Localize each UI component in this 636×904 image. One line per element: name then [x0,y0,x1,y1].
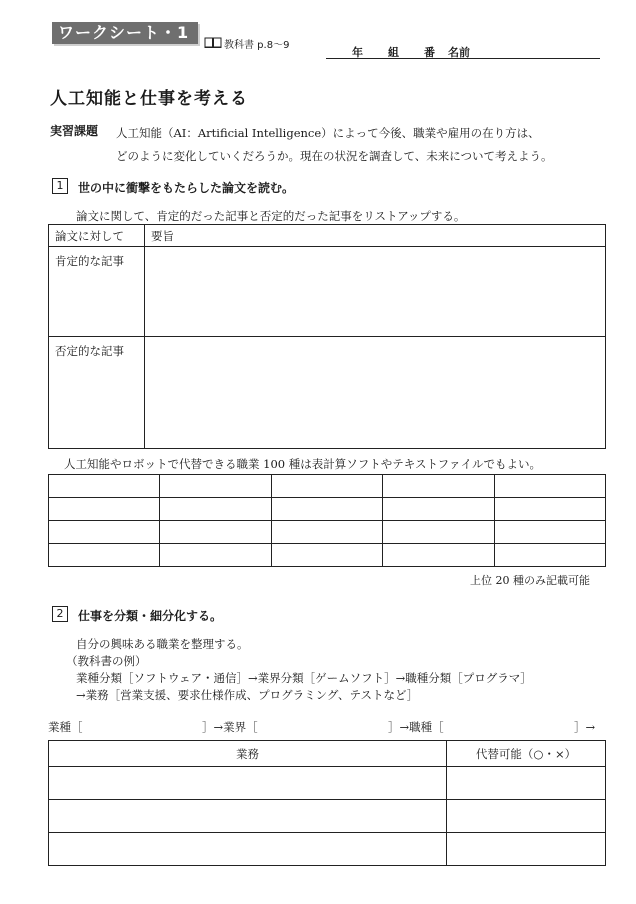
section2-line-1: 自分の興味ある職業を整理する。 [76,637,249,651]
jobs-cell[interactable] [271,475,382,498]
replaceable-cell[interactable] [447,800,606,833]
section2-line-2: （教科書の例） [66,654,147,668]
jobs-cell[interactable] [49,544,160,567]
jobs-grid [48,474,606,567]
task-line-2: どのように変化していくだろうか。現在の状況を調査して、未来について考えよう。 [116,149,553,163]
jobs-cell[interactable] [271,521,382,544]
task-cell[interactable] [49,833,447,866]
section1-number: 1 [52,178,68,194]
section2-title: 仕事を分類・細分化する。 [78,609,223,623]
task-cell[interactable] [49,767,447,800]
jobs-cell[interactable] [494,521,605,544]
page-title: 人工知能と仕事を考える [50,89,248,109]
jobs-cell[interactable] [49,475,160,498]
tasks-table [48,740,606,866]
jobs-cell[interactable] [271,544,382,567]
task-description [116,122,611,168]
jobs-cell[interactable] [271,498,382,521]
section1-title: 世の中に衝撃をもたらした論文を読む。 [78,181,295,195]
task-label: 実習課題 [50,124,99,138]
fill-end-label: ］→ [574,720,596,734]
year-label: 年 [352,46,363,59]
jobs-cell[interactable] [383,475,494,498]
textbook-reference: 教科書 p.8〜9 [224,40,290,51]
jobs-cell[interactable] [160,521,271,544]
tasks-header-task: 業務 [49,741,447,767]
articles-header-stance: 論文に対して [49,225,145,247]
class-label: 組 [388,46,399,59]
number-label: 番 [424,46,435,59]
worksheet-label: ワークシート・1 [52,22,198,44]
jobs-note: 人工知能やロボットで代替できる職業 100 種は表計算ソフトやテキストファイルでもよい。 [64,457,541,471]
jobs-cell[interactable] [383,498,494,521]
jobs-cell[interactable] [494,544,605,567]
jobs-cell[interactable] [383,544,494,567]
jobs-cell[interactable] [160,498,271,521]
fill-job-label: ］→職種［ [388,720,444,734]
tasks-header-replaceable: 代替可能（○・×） [447,741,606,767]
replaceable-cell[interactable] [447,767,606,800]
name-field-label: 名前 [448,46,470,59]
task-cell[interactable] [49,800,447,833]
positive-articles-cell[interactable] [145,247,606,337]
jobs-cell[interactable] [160,475,271,498]
jobs-cell[interactable] [49,498,160,521]
positive-articles-label: 肯定的な記事 [49,247,145,337]
open-book-icon [204,36,222,48]
task-line-1: 人工知能（AI：Artificial Intelligence）によって今後、職業や雇用の在り方は、 [116,126,540,140]
jobs-cell[interactable] [49,521,160,544]
section2-line-3: 業種分類［ソフトウェア・通信］→業界分類［ゲームソフト］→職種分類［プログラマ］ [76,671,532,685]
negative-articles-label: 否定的な記事 [49,337,145,449]
section2-line-4: →業務［営業支援、要求仕様作成、プログラミング、テストなど］ [76,688,419,702]
fill-sector-label: ］→業界［ [202,720,258,734]
replaceable-cell[interactable] [447,833,606,866]
jobs-cell[interactable] [494,498,605,521]
fill-industry-label: 業種［ [48,720,83,734]
negative-articles-cell[interactable] [145,337,606,449]
jobs-cell[interactable] [494,475,605,498]
section1-instruction: 論文に関して、肯定的だった記事と否定的だった記事をリストアップする。 [76,209,466,223]
section2-number: 2 [52,606,68,622]
articles-table [48,224,606,449]
limit-note: 上位 20 種のみ記載可能 [470,574,590,587]
jobs-cell[interactable] [383,521,494,544]
articles-header-summary: 要旨 [145,225,606,247]
jobs-cell[interactable] [160,544,271,567]
